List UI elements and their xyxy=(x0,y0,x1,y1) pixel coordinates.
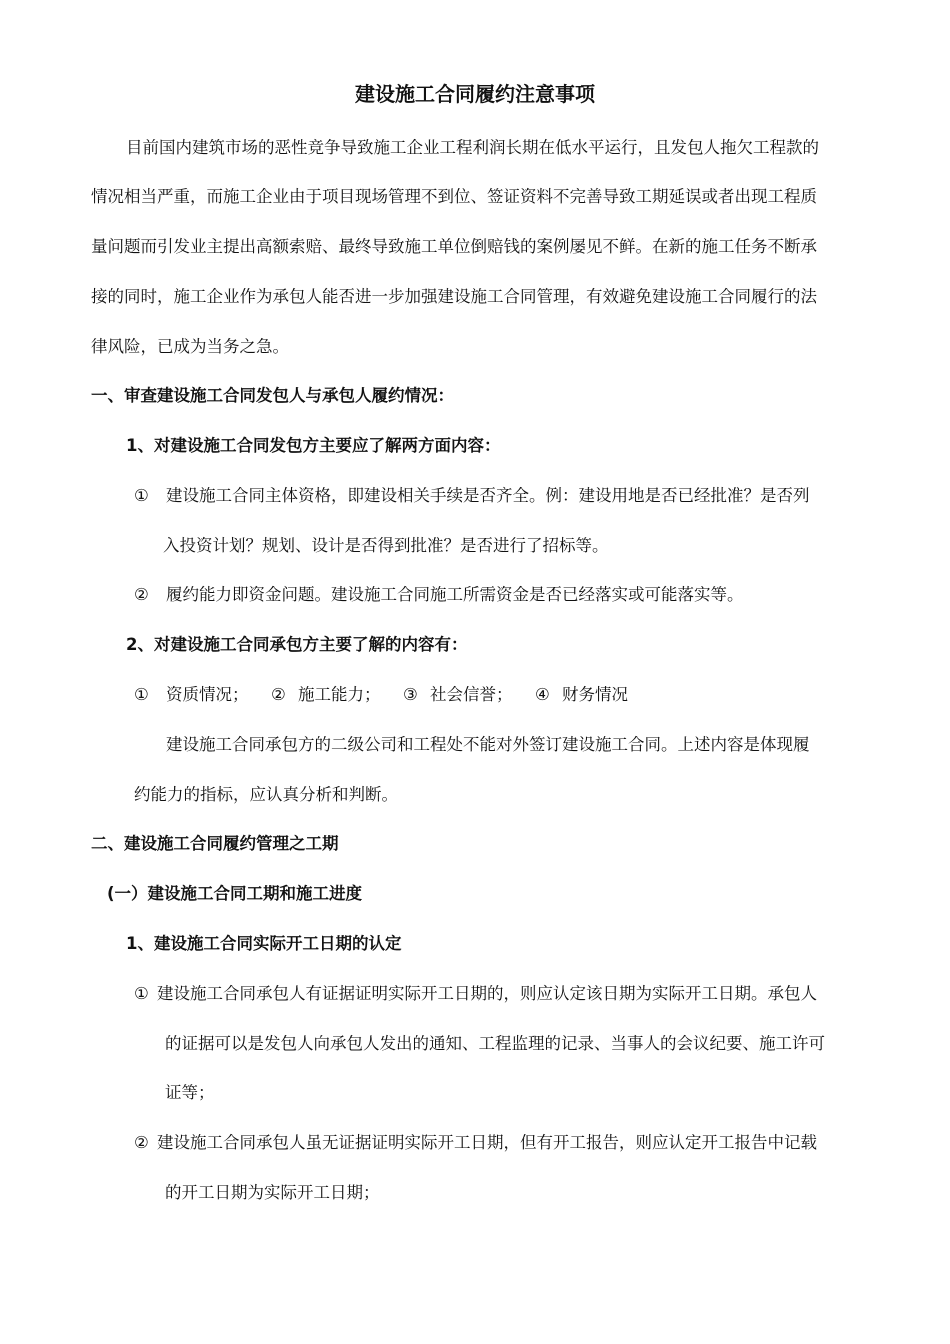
sub-2-item-1-marker: ① xyxy=(134,685,149,704)
section-2-item-2-marker: ② xyxy=(134,1133,149,1152)
section-1-sub-1-item-2-marker: ② xyxy=(134,585,149,604)
section-2-heading: 二、建设施工合同履约管理之工期 xyxy=(91,834,339,853)
section-2-item-1-line-1: 建设施工合同承包人有证据证明实际开工日期的，则应认定该日期为实际开工日期。承包人 xyxy=(157,984,817,1003)
intro-line-5: 律风险，已成为当务之急。 xyxy=(91,337,289,356)
sub-2-note-line-2: 约能力的指标，应认真分析和判断。 xyxy=(134,785,398,804)
section-2-item-1-marker: ① xyxy=(134,984,149,1003)
intro-line-2: 情况相当严重，而施工企业由于项目现场管理不到位、签证资料不完善导致工期延误或者出现工程质 xyxy=(91,187,817,206)
section-2-item-2-line-1: 建设施工合同承包人虽无证据证明实际开工日期，但有开工报告，则应认定开工报告中记载 xyxy=(157,1133,817,1152)
section-1-sub-1-item-1-marker: ① xyxy=(134,486,149,505)
sub-2-item-4-text: 财务情况 xyxy=(562,685,628,704)
section-2-item-1-line-2: 的证据可以是发包人向承包人发出的通知、工程监理的记录、当事人的会议纪要、施工许可 xyxy=(165,1034,825,1053)
intro-line-3: 量问题而引发业主提出高额索赔、最终导致施工单位倒赔钱的案例屡见不鲜。在新的施工任务不断承 xyxy=(91,237,817,256)
sub-2-item-2-text: 施工能力； xyxy=(298,685,381,704)
sub-2-item-1-text: 资质情况； xyxy=(166,685,249,704)
sub-2-item-3-text: 社会信誉； xyxy=(430,685,513,704)
sub-2-item-2-marker: ② xyxy=(271,685,286,704)
section-1-sub-1-heading: 1、对建设施工合同发包方主要应了解两方面内容： xyxy=(126,436,501,455)
section-1-sub-1-item-1-line-2: 入投资计划？规划、设计是否得到批准？是否进行了招标等。 xyxy=(163,536,609,555)
document-title: 建设施工合同履约注意事项 xyxy=(355,82,595,106)
sub-2-item-4-marker: ④ xyxy=(535,685,550,704)
sub-2-note-line-1: 建设施工合同承包方的二级公司和工程处不能对外签订建设施工合同。上述内容是体现履 xyxy=(166,735,810,754)
section-1-sub-2-heading: 2、对建设施工合同承包方主要了解的内容有： xyxy=(126,635,468,654)
intro-line-1: 目前国内建筑市场的恶性竞争导致施工企业工程利润长期在低水平运行，且发包人拖欠工程款的 xyxy=(126,138,819,157)
section-1-sub-1-item-1-line-1: 建设施工合同主体资格，即建设相关手续是否齐全。例：建设用地是否已经批准？是否列 xyxy=(166,486,810,505)
section-2-sub-1-heading: 1、建设施工合同实际开工日期的认定 xyxy=(126,934,402,953)
section-2-part-1-heading: (一）建设施工合同工期和施工进度 xyxy=(107,884,363,903)
section-1-heading: 一、审查建设施工合同发包人与承包人履约情况： xyxy=(91,386,454,405)
section-2-item-1-line-3: 证等； xyxy=(165,1083,215,1102)
intro-line-4: 接的同时，施工企业作为承包人能否进一步加强建设施工合同管理，有效避免建设施工合同履行的法 xyxy=(91,287,817,306)
sub-2-item-3-marker: ③ xyxy=(403,685,418,704)
section-1-sub-1-item-2-line-1: 履约能力即资金问题。建设施工合同施工所需资金是否已经落实或可能落实等。 xyxy=(166,585,744,604)
section-2-item-2-line-2: 的开工日期为实际开工日期； xyxy=(165,1183,380,1202)
